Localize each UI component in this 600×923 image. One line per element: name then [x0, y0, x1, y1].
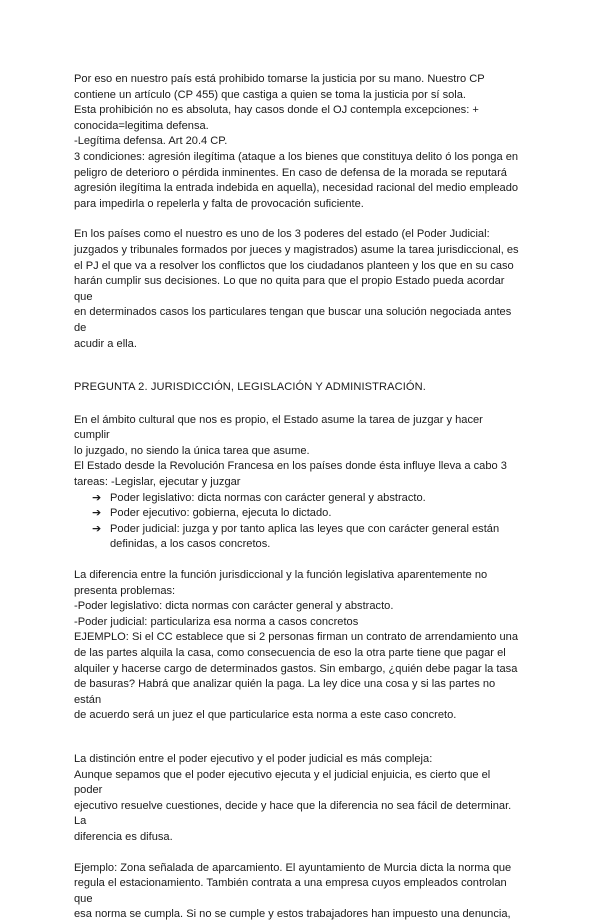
text-line: En el ámbito cultural que nos es propio, el Estado asume la tarea de juzgar y hacer cumplir [74, 413, 483, 442]
text-line: alquiler y hacerse cargo de determinados gastos. Sin embargo, ¿quién debe pagar la tasa [74, 662, 518, 675]
text-line: peligro de deterioro o pérdida inminentes. En caso de defensa de la morada se reputará [74, 166, 507, 179]
paragraph-state-tasks [74, 413, 520, 491]
text-line: de las partes alquila la casa, como consecuencia de eso la otra parte tiene que pagar el [74, 647, 506, 659]
text-line: definidas, a los casos concretos. [110, 538, 271, 551]
arrow-icon: ➔ [92, 491, 102, 504]
text-line: juzgados y tribunales formados por jueces y magistrados) asume la tarea jurisdiccional, es [74, 243, 519, 256]
paragraph-judicial-power [74, 227, 520, 352]
text-line: Ejemplo: Zona señalada de aparcamiento. El ayuntamiento de Murcia dicta la norma que [74, 861, 512, 874]
text-line: Poder ejecutivo: gobierna, ejecuta lo dictado. [110, 507, 332, 520]
text-line: Esta prohibición no es absoluta, hay casos donde el OJ contempla excepciones: + [74, 104, 479, 117]
text-line: -Poder judicial: particulariza esa norma a casos concretos [74, 615, 359, 628]
text-line: lo juzgado, no siendo la única tarea que asume. [74, 444, 310, 457]
text-line: La diferencia entre la función jurisdiccional y la función legislativa aparentemente no [74, 569, 488, 582]
list-item [84, 506, 520, 522]
text-line: tareas: -Legislar, ejecutar y juzgar [74, 476, 241, 489]
section-heading: PREGUNTA 2. JURISDICCIÓN, LEGISLACIÓN Y ADMINISTRACIÓN. [74, 381, 426, 394]
text-line: Poder judicial: juzga y por tanto aplica las leyes que con carácter general están [110, 522, 500, 535]
text-line: de acuerdo será un juez el que particularice esta norma a este caso concreto. [74, 709, 457, 722]
arrow-icon: ➔ [92, 522, 102, 535]
text-line: EJEMPLO: Si el CC establece que si 2 personas firman un contrato de arrendamiento una [74, 631, 518, 644]
list-item [84, 491, 520, 507]
text-line: el PJ el que va a resolver los conflictos que los ciudadanos planteen y los que en su caso [74, 259, 514, 272]
text-line: 3 condiciones: agresión ilegítima (ataque a los bienes que constituya delito ó los ponga en [74, 150, 519, 163]
arrow-icon: ➔ [92, 507, 102, 520]
text-line: contiene un artículo (CP 455) que castiga a quien se toma la justicia por sí sola. [74, 88, 466, 101]
text-line: Aunque sepamos que el poder ejecutivo ejecuta y el judicial enjuicia, es cierto que el poder [74, 768, 491, 797]
text-line: presenta problemas: [74, 584, 176, 597]
text-line: La distinción entre el poder ejecutivo y el poder judicial es más compleja: [74, 752, 433, 765]
paragraph-executive-vs-judicial [74, 752, 520, 846]
text-line: agresión ilegítima la entrada indebida en aquella), necesidad racional del medio empleado [74, 182, 519, 195]
paragraph-parking-example [74, 861, 520, 923]
text-line: ejecutivo resuelve cuestiones, decide y hace que la diferencia no sea fácil de determinar. La [74, 799, 512, 828]
text-line: en determinados casos los particulares tengan que buscar una solución negociada antes de [74, 306, 512, 334]
text-line: conocida=legitima defensa. [74, 119, 209, 132]
text-line: Por eso en nuestro país está prohibido tomarse la justicia por su mano. Nuestro CP [74, 73, 485, 85]
text-line: -Poder legislativo: dicta normas con carácter general y abstracto. [74, 600, 394, 613]
text-line: regula el estacionamiento. También contrata a una empresa cuyos empleados controlan que [74, 877, 507, 905]
text-line: El Estado desde la Revolución Francesa en los países donde ésta influye lleva a cabo 3 [74, 460, 507, 473]
text-line: esa norma se cumpla. Si no se cumple y estos trabajadores han impuesto una denuncia, [74, 908, 511, 921]
powers-list [74, 491, 520, 553]
text-line: Poder legislativo: dicta normas con carácter general y abstracto. [110, 491, 426, 504]
text-line: de basuras? Habrá que analizar quién la paga. La ley dice una cosa y si las partes no están [74, 678, 496, 706]
paragraph-self-defense [74, 72, 520, 212]
text-line: -Legítima defensa. Art 20.4 CP. [74, 135, 228, 148]
text-line: diferencia es difusa. [74, 830, 173, 843]
text-line: harán cumplir sus decisiones. Lo que no quita para que el propio Estado pueda acordar que [74, 275, 505, 303]
text-line: acudir a ella. [74, 337, 137, 350]
list-item [84, 522, 520, 553]
text-line: En los países como el nuestro es uno de los 3 poderes del estado (el Poder Judicial: [74, 228, 490, 241]
text-line: para impedirla o repelerla y falta de provocación suficiente. [74, 197, 364, 210]
paragraph-legislative-vs-judicial [74, 568, 520, 724]
